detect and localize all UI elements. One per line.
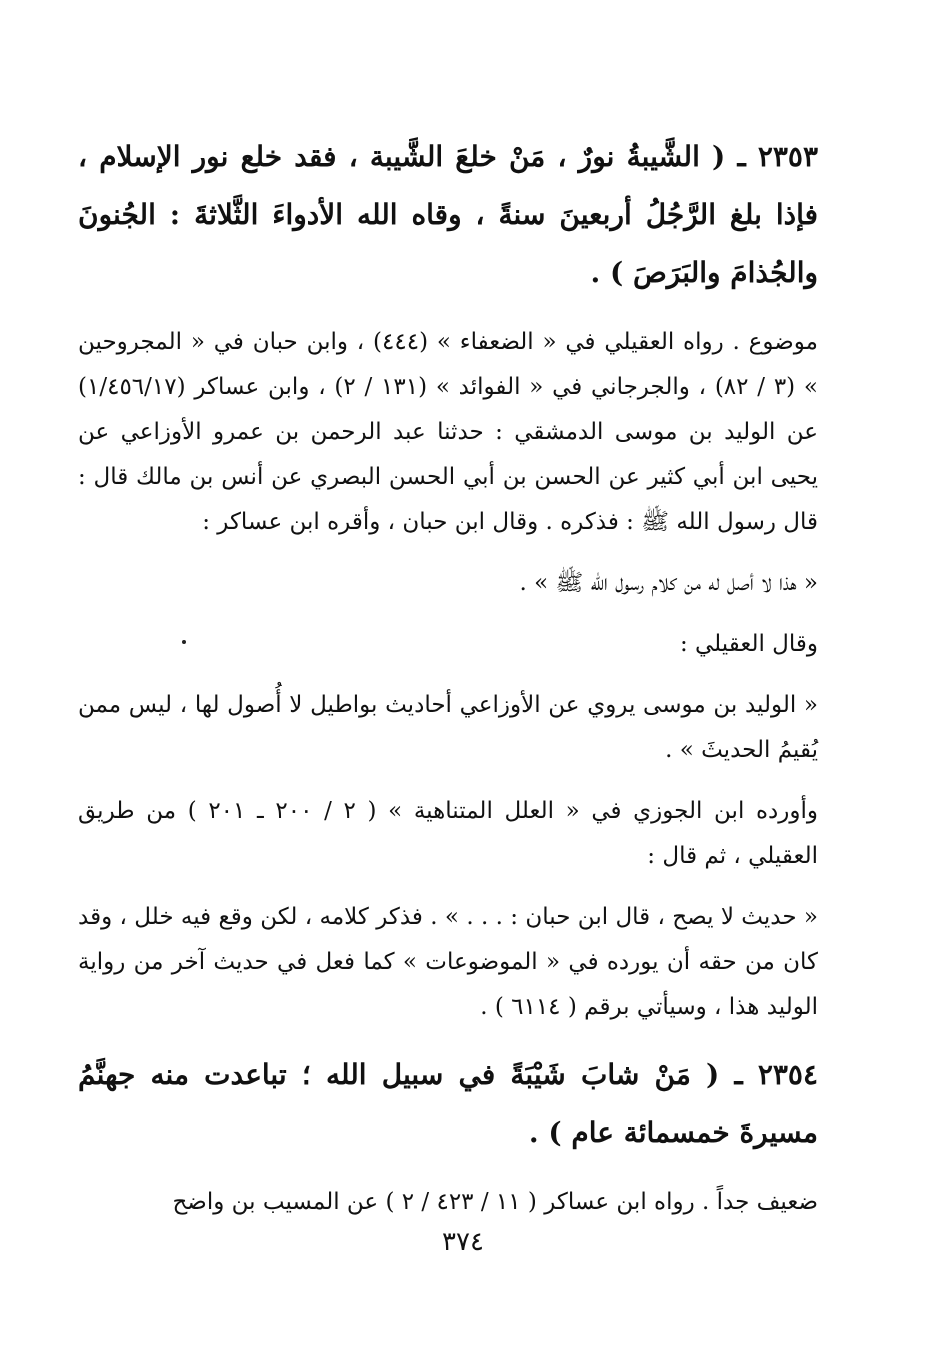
ibn-jawzi-paragraph: وأورده ابن الجوزي في « العلل المتناهية » ( ٢ / ٢٠٠ ـ ٢٠١ ) من طريق العقيلي ، ثم قال :	[78, 798, 818, 869]
uqayli-intro: وقال العقيلي :	[679, 631, 818, 657]
uqayli-quote: « الوليد بن موسى يروي عن الأوزاعي أحاديث بواطيل لا أُصول لها ، ليس ممن يُقيمُ الحديثَ » .	[78, 692, 818, 763]
ibn-jawzi-quote: « حديث لا يصح ، قال ابن حبان : . . . » . فذكر كلامه ، لكن وقع فيه خلل ، وقد كان من حقه أن يورده في « الموضوعات » كما فعل في حديث آخر من رواية الوليد هذا ، وسيأتي برقم ( ٦١١٤ ) .	[78, 904, 818, 1020]
ibn-hibban-quote: « هذا لا أصل له من كلام رسول الله ﷺ » .	[519, 570, 818, 596]
document-body	[78, 128, 818, 1225]
hadith-2354-text: ٢٣٥٤ ـ ( مَنْ شابَ شَيْبَةً في سبيل الله ؛ تباعدت منه جهنَّمُ مسيرةَ خمسمائة عام ) .	[78, 1058, 818, 1149]
takhrij-2353-paragraph: موضوع . رواه العقيلي في « الضعفاء » (٤٤٤) ، وابن حبان في « المجروحين » (٣ / ٨٢) ، والجرجاني في « الفوائد » (١٣١ / ٢) ، وابن عساكر (١/٤٥٦/١٧) عن الوليد بن موسى الدمشقي : حدثنا عبد الرحمن بن عمرو الأوزاعي عن يحيى ابن أبي كثير عن الحسن بن أبي الحسن البصري عن أنس بن مالك قال : قال رسول الله ﷺ : فذكره . وقال ابن حبان ، وأقره ابن عساكر :	[78, 329, 818, 535]
hadith-2353-text: ٢٣٥٣ ـ ( الشَّيبةُ نورٌ ، مَنْ خلعَ الشَّيبة ، فقد خلع نور الإسلام ، فإذا بلغ الرَّجُلُ أربعينَ سنةً ، وقاه الله الأدواءَ الثَّلاثةَ : الجُنونَ والجُذامَ والبَرَصَ ) .	[78, 140, 818, 289]
page-number: ٣٧٤	[442, 1227, 484, 1257]
takhrij-2354-paragraph: ضعيف جداً . رواه ابن عساكر ( ١١ / ٤٢٣ / ٢ ) عن المسيب بن واضح	[172, 1189, 818, 1215]
